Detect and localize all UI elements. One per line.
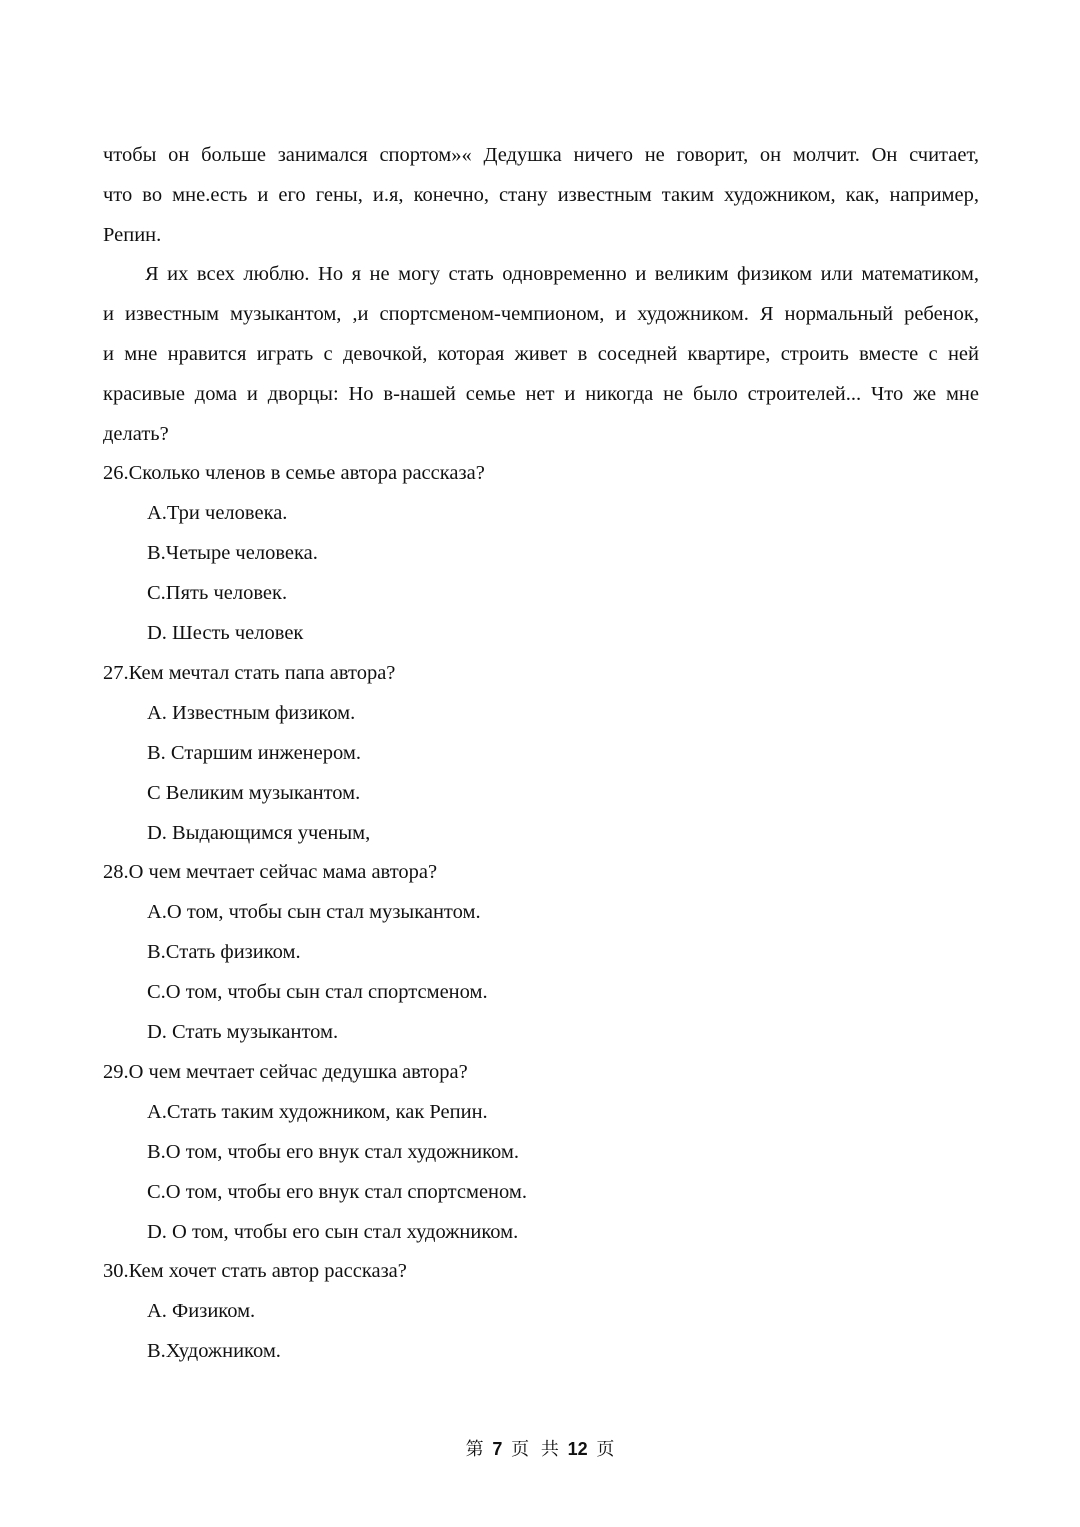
question-26: 26.Сколько членов в семье автора рассказа? (103, 462, 485, 484)
text-line: и мне нравится играть с девочкой, которая живет в соседней квартире, строить вместе с ней (103, 343, 979, 365)
option-c: C.Пять человек. (147, 582, 288, 604)
option-d: D. О том, чтобы его сын стал художником. (147, 1221, 519, 1243)
option-a: A.Три человека. (147, 502, 288, 524)
option-a: A. Известным физиком. (147, 702, 356, 724)
option-a: A.О том, чтобы сын стал музыкантом. (147, 901, 481, 923)
text-line: Репин. (103, 224, 162, 246)
text-line: и известным музыкантом, ,и спортсменом-чемпионом, и художником. Я нормальный ребенок, (103, 303, 979, 325)
option-c: C.О том, чтобы его внук стал спортсменом. (147, 1181, 527, 1203)
passage-paragraph-2 (103, 254, 979, 454)
option-b: B.Четыре человека. (147, 542, 318, 564)
option-b: B. Старшим инженером. (147, 742, 361, 764)
option-b: B.Стать физиком. (147, 941, 301, 963)
option-c: C Великим музыкантом. (147, 782, 361, 804)
footer-word: 共 (540, 1439, 559, 1460)
option-d: D. Стать музыкантом. (147, 1021, 339, 1043)
text-line: Я их всех люблю. Но я не могу стать одновременно и великим физиком или математиком, (145, 263, 979, 285)
option-a: A.Стать таким художником, как Репин. (147, 1101, 488, 1123)
question-28: 28.О чем мечтает сейчас мама автора? (103, 861, 438, 883)
option-c: C.О том, чтобы сын стал спортсменом. (147, 981, 488, 1003)
option-a: A. Физиком. (147, 1300, 256, 1322)
page-footer (0, 1434, 1080, 1465)
question-30: 30.Кем хочет стать автор рассказа? (103, 1260, 407, 1282)
text-line: чтобы он больше занимался спортом»« Дедушка ничего не говорит, он молчит. Он считает, (103, 144, 979, 166)
footer-word: 页 (596, 1439, 615, 1460)
option-d: D. Выдающимся ученым, (147, 822, 371, 844)
text-line: делать? (103, 423, 169, 445)
text-line: что во мне.есть и его гены, и.я, конечно, стану известным таким художником, как, например, (103, 184, 979, 206)
text-line: красивые дома и дворцы: Но в-нашей семье нет и никогда не было строителей... Что же мне (103, 383, 979, 405)
option-b: B.Художником. (147, 1340, 281, 1362)
option-d: D. Шесть человек (147, 622, 304, 644)
passage-paragraph-1 (103, 135, 979, 255)
current-page-number: 7 (492, 1439, 503, 1459)
question-29: 29.О чем мечтает сейчас дедушка автора? (103, 1061, 468, 1083)
total-pages-number: 12 (567, 1439, 588, 1459)
option-b: B.О том, чтобы его внук стал художником. (147, 1141, 519, 1163)
footer-word: 页 (511, 1439, 530, 1460)
footer-word: 第 (465, 1439, 484, 1460)
question-27: 27.Кем мечтал стать папа автора? (103, 662, 396, 684)
